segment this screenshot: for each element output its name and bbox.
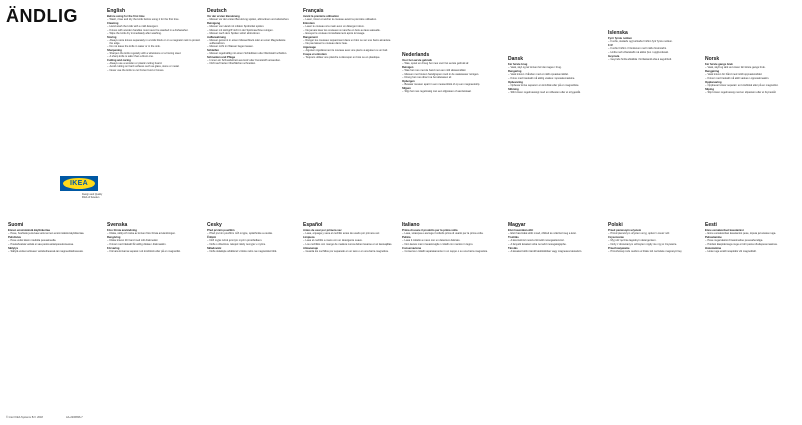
language-section <box>107 8 201 205</box>
instruction-line: – Hoia nuge eraldi noaplokis või magnetlistil. <box>705 250 799 253</box>
instruction-line: – Los cuchillos con mango de madera nunca deben lavarse en el lavavajillas. <box>303 243 397 246</box>
section-heading: Przed pierwszym użyciem <box>608 229 642 232</box>
language-section <box>402 222 496 412</box>
section-heading: Før første brug <box>508 63 528 66</box>
instruction-line: – Oppbevar kniver separat i en knivblokk eller på en magnetlist. <box>705 84 799 87</box>
language-section <box>207 8 301 205</box>
instruction-line: – Nicht auf harten Oberflächen schneiden. <box>207 62 301 65</box>
instruction-line: – Diska, skölj och torka av kniven före första användningen. <box>107 232 201 235</box>
instruction-line: – Guarda los cuchillos por separado en un taco o en una barra magnética. <box>303 250 397 253</box>
section-heading: Geymsla <box>608 54 620 58</box>
product-title: ÄNDLIG <box>6 6 78 26</box>
section-heading: Cutting and caring <box>107 59 131 63</box>
revision-code: AA-2206836-7 <box>66 416 83 419</box>
section-heading: Slibning <box>508 87 519 91</box>
instruction-line: – Ne pas laisser le couteau dans l'eau. <box>303 42 397 45</box>
instruction-line: – Never use the knife to cut frozen food or bones. <box>107 69 201 72</box>
language-title: English <box>107 8 126 14</box>
instruction-line: – Þvoðu hnífinn í höndunum með mildu hreinsiefni. <box>608 47 702 50</box>
section-heading: Limpieza <box>303 236 315 240</box>
instruction-line: – Knivar med träskaft får aldrig diskas i diskmaskin. <box>107 243 201 246</box>
instruction-line: – Sharpen the knife regularly with a whetstone or a honing steel. <box>107 52 201 55</box>
instruction-line: – Opbevar knive separat i en knivblok eller på en magnetliste. <box>508 84 602 87</box>
section-heading: Hoiustamine <box>705 246 722 250</box>
section-heading: Voor het eerste gebruik <box>402 59 432 62</box>
instruction-line: – Slip kniven regelmessig med en slipestein eller et brynestål. <box>705 91 799 94</box>
section-heading: Avant la première utilisation <box>303 15 339 18</box>
language-section <box>608 222 702 412</box>
instruction-line: – Pese veitsi käsin miedolla pesuaineella. <box>8 239 102 242</box>
ikea-logo <box>60 176 98 191</box>
section-heading: Antes de usar por primera vez <box>303 229 342 232</box>
instruction-line: – Knives with wooden handles must never be washed in a dishwasher. <box>107 29 201 32</box>
instruction-line: – Első használat előtt mosd, öblítsd és szárítsd meg a kést. <box>508 232 602 235</box>
section-heading: Tárolás <box>508 246 518 250</box>
instruction-line: – Vask, skyll og tørk av kniven før første gangs bruk. <box>705 66 799 69</box>
language-section <box>608 30 702 205</box>
section-heading: Rengöring <box>107 236 121 240</box>
instruction-line: – Lava, sciacqua e asciuga il coltello prima di usarlo per la prima volta. <box>402 232 496 235</box>
language-section <box>705 56 799 215</box>
section-heading: Rengjøring <box>705 70 720 74</box>
language-title: Dansk <box>508 56 524 62</box>
language-title: Français <box>303 8 324 14</box>
instruction-line: – Myj nóż ręcznie łagodnym detergentem. <box>608 239 702 242</box>
instruction-line: – Ranger les couteaux séparément dans un bloc ou sur une barre aimantée. <box>303 39 397 42</box>
instruction-line: – Laver le couteau à la main avec un détergent doux. <box>303 25 397 28</box>
section-heading: Conservazione <box>402 246 422 250</box>
instruction-line: – Vask kniven for hånd med mildt oppvaskmiddel. <box>705 73 799 76</box>
instruction-line: – Kniver med treskaft må aldri vaskes i oppvaskmaskin. <box>705 77 799 80</box>
instruction-line: – Säilytä veitset erikseen veitsitelineessä tai magneettitelineessä. <box>8 250 102 253</box>
instruction-line: – Ne jamais laver les couteaux à manche en bois au lave-vaisselle. <box>303 29 397 32</box>
instruction-line: – Was, spoel en droog het mes voor het eerste gebruik af. <box>402 62 496 65</box>
instruction-line: – Essuyer le couteau immédiatement après le lavage. <box>303 32 397 35</box>
instruction-line: – Messer vor der ersten Benutzung spülen, abtrocknen und abwischen. <box>207 18 301 21</box>
section-heading: Puhdistus <box>8 236 21 240</box>
instruction-line: – Před prvním použitím nůž omyjte, opláchněte a osušte. <box>207 232 301 235</box>
instruction-line: – Þvoðu, skolaðu og þurrkaðu hnífinn fyrir fyrstu notkun. <box>608 40 702 43</box>
instruction-line: – Was het mes met de hand met een mild afwasmiddel. <box>402 69 496 72</box>
language-title: Nederlands <box>402 52 430 58</box>
instruction-line: – Hnífa með viðarskafti má aldrei þvo í uppþvottavél. <box>608 51 702 54</box>
instruction-line: – Avoid cutting on hard surfaces such as glass, stone or metal. <box>107 65 201 68</box>
instruction-line: – Lava el cuchillo a mano con un detergente suave. <box>303 239 397 242</box>
section-heading: Első használat előtt <box>508 229 534 232</box>
instruction-line: – Puukahvaisia veitsiä ei saa pestä astianpesukoneessa. <box>8 243 102 246</box>
language-title: Polski <box>608 222 623 228</box>
instruction-line: – Droog het mes direct na het afwassen af. <box>402 76 496 79</box>
section-heading: Före första användning <box>107 229 137 232</box>
instruction-line: – Non lavare mai in lavastoviglie i coltelli con manico in legno. <box>402 243 496 246</box>
instruction-line: – Przed pierwszym użyciem umyj, opłucz i osusz nóż. <box>608 232 702 235</box>
section-heading: Schneiden und Pflege <box>207 56 236 60</box>
instruction-line: – A kést kézzel mosd el kímélő mosogatószerrel. <box>508 239 602 242</box>
section-heading: Prima di usare il prodotto per la prima volta <box>402 229 458 232</box>
section-heading: Coupe et entretien <box>303 53 327 57</box>
instruction-line: – Pese, huuhtele ja kuivaa veitsi ennen ensimmäistä käyttökertaa. <box>8 232 102 235</box>
instruction-line: – Lava il coltello a mano con un detersivo delicato. <box>402 239 496 242</box>
section-heading: Tisztítás <box>508 236 519 240</box>
section-heading: Reinigen <box>402 66 414 70</box>
section-heading: Slijpen <box>402 86 411 90</box>
instruction-line: – Hand wash the knife with a mild detergent. <box>107 25 201 28</box>
instruction-line: – Wash, rinse and dry the knife before using it for the first time. <box>107 18 201 21</box>
section-heading: Czyszczenie <box>608 236 624 240</box>
instruction-line: – Knive med træskaft må aldrig vaskes i opvaskemaskine. <box>508 77 602 80</box>
section-heading: Schleifen <box>207 48 219 52</box>
section-heading: Čištění <box>207 236 216 240</box>
section-heading: Aufbewahrung <box>207 35 226 39</box>
instruction-line: – Vask kniven i hånden med et mildt opvaskemiddel. <box>508 73 602 76</box>
section-heading: Przechowywanie <box>608 246 630 250</box>
language-title: Norsk <box>705 56 720 62</box>
language-section <box>303 222 397 412</box>
section-heading: Sharpening <box>107 48 122 52</box>
section-heading: Cleaning <box>107 22 119 26</box>
logo-oval <box>63 178 95 189</box>
section-heading: Entretien <box>303 22 315 26</box>
section-heading: Ennen ensimmäistä käyttökertaa <box>8 229 50 232</box>
section-heading: Sliping <box>705 87 714 91</box>
language-section <box>107 222 201 412</box>
section-heading: Před prvním použitím <box>207 229 235 232</box>
language-section <box>402 52 496 215</box>
language-title: Suomi <box>8 222 24 228</box>
section-heading: Storing <box>107 35 117 39</box>
instruction-line: – Nože skladujte odděleně v bloku nebo na magnetické liště. <box>207 250 301 253</box>
instruction-line: – A fanyelű késeket soha ne tedd mosogatógépbe. <box>508 243 602 246</box>
section-heading: Oppbevaring <box>705 80 722 84</box>
section-heading: Før første gangs bruk <box>705 63 733 66</box>
section-heading: Reinigung <box>207 22 221 26</box>
section-heading: Puhastamine <box>705 236 722 240</box>
instruction-line: – Messer nach dem Spülen sofort abtrocknen. <box>207 32 301 35</box>
instruction-line: – Puidust käepidemega nuge ei tohi pesta nõudepesumasinas. <box>705 243 799 246</box>
instruction-line: – Lava, enjuaga y seca el cuchillo antes de usarlo por primera vez. <box>303 232 397 235</box>
instruction-line: – Messen met houten handgrepen nooit in de vaatwasser reinigen. <box>402 73 496 76</box>
instruction-line: – Messer nicht im Wasser liegen lassen. <box>207 45 301 48</box>
instruction-line: – Do not leave the knife in water or in the sink. <box>107 45 201 48</box>
instruction-line: – Förvara knivarna separat i ett knivblock eller på en magnetlist. <box>107 250 201 253</box>
instruction-line: – A késeket külön tárold késblokkban vagy mágneses késtartón. <box>508 250 602 253</box>
section-heading: Pulizia <box>402 236 411 240</box>
language-title: Česky <box>207 222 222 228</box>
language-section <box>207 222 301 412</box>
instruction-line: – Messer getrennt in einem Messerblock oder an einer Magnetleiste aufbewahren. <box>207 39 301 45</box>
language-title: Magyar <box>508 222 526 228</box>
section-heading: Before using for the first time <box>107 15 145 18</box>
instruction-line: – Wipe the knife dry immediately after washing. <box>107 32 201 35</box>
instruction-line: – Diska kniven för hand med milt diskmedel. <box>107 239 201 242</box>
section-heading: Rengøring <box>508 70 522 74</box>
section-heading: Þrif <box>608 44 613 48</box>
instruction-line: – Geymdu hnífa aðskilda í hnífastandi eða á segulrönd. <box>608 58 702 61</box>
language-title: Eesti <box>705 222 717 228</box>
logo-text: IKEA <box>70 180 88 187</box>
section-heading: Opbevaring <box>508 80 523 84</box>
instruction-line: – Przechowuj noże osobno w bloku lub na listwie magnetycznej. <box>608 250 702 253</box>
logo-caption: Design and Quality IKEA of Sweden <box>82 193 103 199</box>
section-heading: Almacenaje <box>303 246 318 250</box>
instruction-line: – Pese nuga käsitsi õrnatoimelise pesuvahendiga. <box>705 239 799 242</box>
section-heading: Enne esmakordset kasutamist <box>705 229 744 232</box>
section-heading: Rangement <box>303 35 318 39</box>
section-heading: Skladování <box>207 246 222 250</box>
instruction-line: – Slijp het mes regelmatig met een slijpsteen of aanzetstaal. <box>402 90 496 93</box>
instruction-line: – Vask, skyl og tør kniven før den tages i brug. <box>508 66 602 69</box>
instruction-line: – Laver, rincer et sécher le couteau avant la première utilisation. <box>303 18 397 21</box>
language-section <box>508 222 602 412</box>
language-title: Italiano <box>402 222 420 228</box>
instruction-line: – Always use a wooden or plastic cutting board. <box>107 62 201 65</box>
copyright-code: © Inter IKEA Systems B.V. 2018 <box>6 416 43 419</box>
instruction-line: – Slib kniven regelmæssigt med en slibesten eller et strygestål. <box>508 91 602 94</box>
section-heading: Fyrir fyrstu notkun <box>608 37 632 40</box>
instruction-line: – Noży z drewnianym uchwytem nigdy nie myj w zmywarce. <box>608 243 702 246</box>
section-heading: Säilytys <box>8 246 19 250</box>
instruction-line: – Messer von Hand mit mildem Spülmittel spülen. <box>207 25 301 28</box>
instruction-line: – Nůž myjte ručně jemným mycím prostředkem. <box>207 239 301 242</box>
instruction-line: – Always store knives separately in a knife block or on a magnetic rack to protect the edge. <box>107 39 201 45</box>
instruction-line: – Conserva i coltelli separatamente in un ceppo o su una barra magnetica. <box>402 250 496 253</box>
language-title: Íslenska <box>608 30 628 36</box>
section-heading: Vor der ersten Benutzung <box>207 15 240 18</box>
language-title: Deutsch <box>207 8 227 14</box>
instruction-line: – Messer mit Holzgriff nicht in der Spülmaschine reinigen. <box>207 29 301 32</box>
language-title: Svenska <box>107 222 128 228</box>
section-heading: Aiguisage <box>303 45 316 49</box>
language-section <box>303 8 397 205</box>
instruction-line: – Aiguiser régulièrement le couteau avec une pierre à aiguiser ou un fusil. <box>303 49 397 52</box>
language-section <box>8 222 102 412</box>
instruction-line: – Messer regelmäßig mit einem Schleifstein oder Wetzstahl schärfen. <box>207 52 301 55</box>
instruction-line: – A sharp knife is safer than a blunt one. <box>107 55 201 58</box>
section-heading: Opbergen <box>402 79 415 83</box>
instruction-line: – Nože s dřevěnou rukojetí nikdy nemyjte v myčce. <box>207 243 301 246</box>
instruction-line: – Immer ein Schneidebrett aus Holz oder Kunststoff verwenden. <box>207 59 301 62</box>
instruction-line: – Toujours utiliser une planche à découper en bois ou en plastique. <box>303 56 397 59</box>
language-section <box>508 56 602 215</box>
instruction-line: – Bewaar messen apart in een messenblok of op een magneetstrip. <box>402 83 496 86</box>
section-heading: Förvaring <box>107 246 120 250</box>
instruction-line: – Enne esmakordset kasutamist pese, loputa ja kuivata nuga. <box>705 232 799 235</box>
language-section <box>705 222 799 412</box>
language-title: Español <box>303 222 323 228</box>
